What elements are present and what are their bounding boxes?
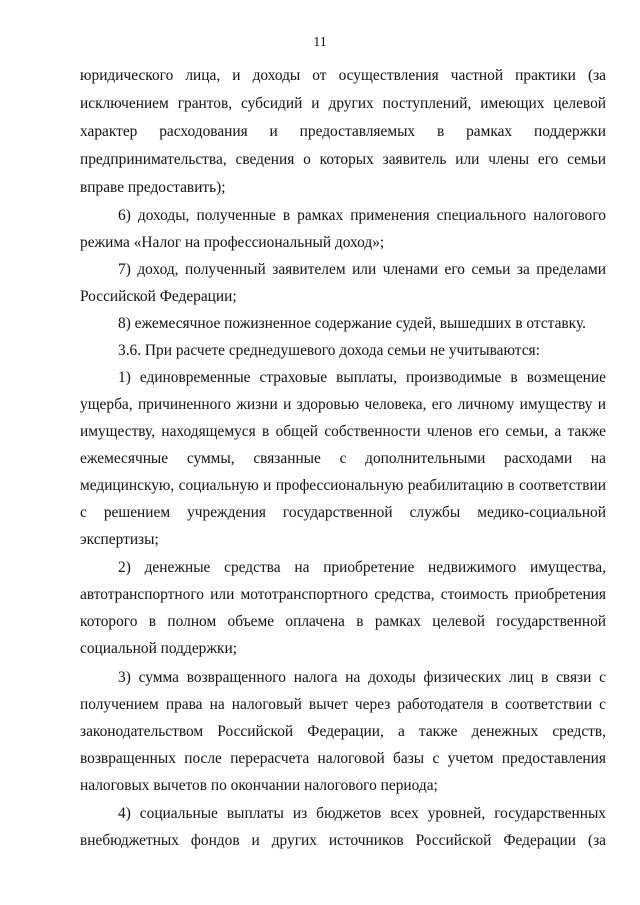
- text-line: получением права на налоговый вычет через работодателя в соответствии с: [80, 696, 606, 713]
- text-line: предпринимательства, сведения о которых заявитель или члены его семьи: [80, 151, 606, 168]
- text-line: ущерба, причиненного жизни и здоровью человека, его личному имуществу и: [80, 396, 606, 413]
- text-line: 8) ежемесячное пожизненное содержание судей, вышедших в отставку.: [118, 315, 586, 332]
- text-line: ежемесячные суммы, связанные с дополнительными расходами на: [80, 450, 606, 467]
- text-line: 4) социальные выплаты из бюджетов всех уровней, государственных: [118, 805, 606, 822]
- text-line: с решением учреждения государственной службы медико-социальной: [80, 504, 606, 521]
- text-line: 6) доходы, полученные в рамках применения специального налогового: [118, 207, 606, 224]
- text-line: имуществу, находящемуся в общей собственности членов его семьи, а также: [80, 423, 606, 440]
- text-line: 7) доход, полученный заявителем или членами его семьи за пределами: [118, 261, 606, 278]
- text-line: юридического лица, и доходы от осуществления частной практики (за: [80, 67, 606, 84]
- text-line: внебюджетных фондов и других источников Российской Федерации (за: [80, 832, 606, 849]
- text-line: которого в полном объеме оплачена в рамках целевой государственной: [80, 613, 606, 630]
- text-line: возвращенных после перерасчета налоговой базы с учетом предоставления: [80, 750, 606, 767]
- page-number: 11: [313, 35, 327, 50]
- text-line: законодательством Российской Федерации, а также денежных средств,: [80, 723, 606, 740]
- text-line: характер расходования и предоставляемых в рамках поддержки: [80, 123, 606, 140]
- text-line: 2) денежные средства на приобретение недвижимого имущества,: [118, 559, 606, 576]
- text-line: 1) единовременные страховые выплаты, производимые в возмещение: [118, 369, 606, 386]
- text-line: 3) сумма возвращенного налога на доходы физических лиц в связи с: [118, 669, 606, 686]
- text-line: медицинскую, социальную и профессиональную реабилитацию в соответствии: [80, 477, 606, 494]
- text-line: налоговых вычетов по окончании налогового периода;: [80, 777, 438, 794]
- text-line: исключением грантов, субсидий и других поступлений, имеющих целевой: [80, 95, 606, 112]
- text-line: автотранспортного или мототранспортного средства, стоимость приобретения: [80, 586, 606, 603]
- text-line: Российской Федерации;: [80, 288, 237, 305]
- text-line: вправе предоставить);: [80, 179, 226, 196]
- text-line: социальной поддержки;: [80, 640, 237, 657]
- text-line: режима «Налог на профессиональный доход»;: [80, 234, 385, 251]
- text-line: экспертизы;: [80, 531, 159, 548]
- section-heading: 3.6. При расчете среднедушевого дохода семьи не учитываются:: [118, 342, 540, 359]
